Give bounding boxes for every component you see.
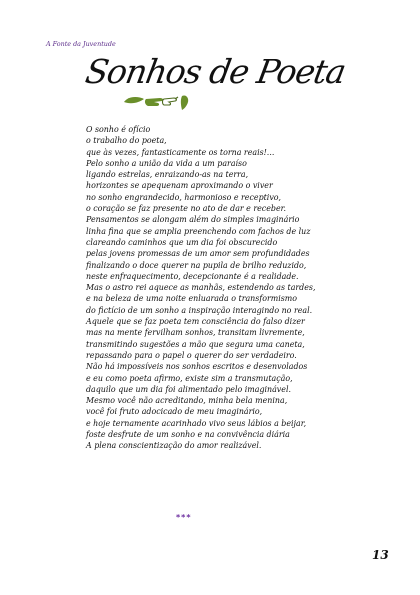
poem-line: linha fina que se amplia preenchendo com fachos de luz: [86, 226, 311, 236]
poem-line: que às vezes, fantasticamente os torna reais!...: [86, 147, 275, 157]
poem-line: A plena conscientização do amor realizável.: [86, 441, 262, 451]
poem-line: mas na mente fervilham sonhos, transitam livremente,: [86, 328, 305, 338]
pointing-hand-ornament-icon: [122, 90, 212, 112]
poem-line: o coração se faz presente no ato de dar e receber.: [86, 204, 287, 214]
poem-line: e na beleza de uma noite enluarada o transformismo: [86, 294, 298, 304]
poem-line: clareando caminhos que um dia foi obscurecido: [86, 237, 278, 247]
poem-line: você foi fruto adocicado de meu imaginário,: [86, 407, 263, 417]
header-tag: A Fonte da Juventude: [46, 40, 116, 48]
poem-line: e eu como poeta afirmo, existe sim a transmutação,: [86, 373, 293, 383]
poem-line: horizontes se apequenam aproximando o viver: [86, 181, 273, 191]
poem-line: Aquele que se faz poeta tem consciência do falso dizer: [86, 317, 305, 327]
poem-line: Não há impossíveis nos sonhos escritos e desenvolados: [86, 362, 308, 372]
poem-line: daquilo que um dia foi alimentado pelo imaginável.: [86, 384, 291, 394]
poem-line: Pensamentos se alongam além do simples imaginário: [86, 215, 300, 225]
poem-line: Mesmo você não acreditando, minha bela menina,: [86, 396, 288, 406]
poem-line: pelas jovens promessas de um amor sem profundidades: [86, 249, 310, 259]
page-title: Sonhos de Poeta: [82, 52, 349, 91]
page-number: 13: [372, 548, 389, 562]
poem-line: neste enfraquecimento, decepcionante é a realidade.: [86, 271, 299, 281]
poem-line: ligando estrelas, enraizando-as na terra,: [86, 170, 249, 180]
poem-line: Mas o astro rei aquece as manhãs, estendendo as tardes,: [86, 283, 316, 293]
poem-line: transmitindo sugestões a mão que segura uma caneta,: [86, 339, 305, 349]
poem-line: do fictício de um sonho a inspiração interagindo no real.: [86, 305, 313, 315]
poem-line: O sonho é ofício: [86, 125, 151, 134]
poem-line: Pelo sonho a união da vida a um paraíso: [86, 158, 247, 168]
poem-line: repassando para o papel o querer do ser verdadeiro.: [86, 350, 297, 360]
end-mark: ***: [176, 513, 192, 522]
poem-line: no sonho engrandecido, harmonioso e receptivo,: [86, 192, 282, 202]
poem-line: foste desfrute de um sonho e na convivência diária: [86, 430, 290, 440]
poem-line: e hoje ternamente acarinhado vivo seus lábios a beijar,: [86, 418, 307, 428]
poem-line: finalizando o doce querer na pupila de brilho reduzido,: [86, 260, 307, 270]
poem-body: [86, 124, 386, 452]
poem-line: o trabalho do poeta,: [86, 136, 167, 146]
